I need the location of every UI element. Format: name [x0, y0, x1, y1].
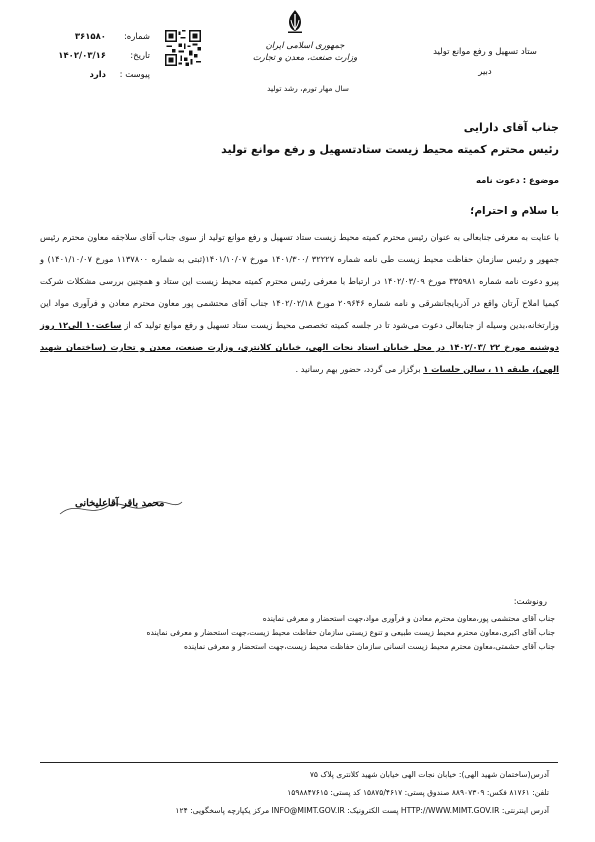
cc-item: جناب آقای اکبری،معاون محترم محیط زیست طبیعی و تنوع زیستی سازمان حفاظت محیط زیست،جهت استحضار و معرفی نماینده	[146, 628, 555, 637]
cc-title: رونوشت:	[513, 597, 547, 607]
meta-date-row	[46, 47, 150, 66]
signatory-name: محمد باقر آقاعلیخانی	[75, 498, 165, 509]
footer	[49, 766, 549, 820]
greeting: با سلام و احترام؛	[470, 205, 559, 217]
attachment-label: پیوست :	[119, 70, 150, 80]
body-paragraph: با عنایت به معرفی جنابعالی به عنوان رئیس محترم کمیته محیط زیست ستاد تسهیل و رفع موانع تولید از سوی جناب آقای سلاجقه معاون محترم رئیس جمهور و رئیس سازمان حفاظت محیط زیست طی نامه شماره ۳۲۲۲۷ /۱۴۰۱/۳۰۰ مورخ ۱۴۰۱/۱۰/۰۷(ثبتی به شماره ۱۱۳۷۸۰۰ مورخ ۱۴۰۱/۱۰/۰۷) و پیرو دعوت نامه شماره ۳۳۵۹۸۱ مورخ ۱۴۰۲/۰۳/۰۹ در ارتباط با معرفی رئیس محترم کمیته محیط زیست این ستاد و همچنین بررسی مشکلات شرکت کیمیا املاح آرتان واقع در آذربایجانشرقی و نامه شماره ۲۰۹۶۴۶ مورخ ۱۴۰۲/۰۲/۱۸ جناب آقای محتشمی پور معاون محترم معادن و فرآوری مواد این وزارتخانه،بدین وسیله از جنابعالی دعوت می‌شود تا در جلسه کمیته تخصصی محیط زیست ستاد تسهیل و رفع موانع تولید که از	[40, 232, 560, 330]
date-value: ۱۴۰۲/۰۳/۱۶	[58, 51, 106, 61]
ministry-block	[250, 40, 360, 64]
footer-address: آدرس(ساختمان شهید الهی): خیابان نجات الهی خیابان شهید کلانتری پلاک ۷۵	[309, 770, 549, 779]
department-role: دبیر	[478, 67, 492, 77]
attachment-value: دارد	[89, 70, 106, 80]
letter-body	[40, 226, 559, 380]
addressee-name: جناب آقای دارایی	[463, 121, 559, 134]
meta-number-row	[46, 28, 150, 47]
footer-web: آدرس اینترنتی: HTTP://WWW.MIMT.GOV.IR پست الکترونیک: INFO@MIMT.GOV.IR مرکز یکپارچه پاسخگویی: ۱۲۴	[175, 806, 549, 815]
meta-attachment-row	[46, 66, 150, 85]
department-block	[415, 42, 555, 82]
department-name: ستاد تسهیل و رفع موانع تولید	[433, 47, 537, 57]
number-value: ۳۶۱۵۸۰	[74, 32, 106, 42]
cc-list	[50, 612, 555, 654]
ministry-line1: جمهوری اسلامی ایران	[265, 41, 345, 51]
year-motto: سال مهار تورم، رشد تولید	[267, 84, 349, 93]
date-label: تاریخ:	[130, 51, 150, 61]
cc-item: جناب آقای محتشمی پور،معاون محترم معادن و فرآوری مواد،جهت استحضار و معرفی نماینده	[262, 614, 555, 623]
footer-contacts: تلفن: ۸۱۷۶۱ فکس: ۸۸۹۰۷۳۰۹ صندوق پستی: ۱۵۸۷۵/۴۶۱۷ کد پستی: ۱۵۹۸۸۴۷۶۱۵	[287, 788, 549, 797]
number-label: شماره:	[123, 32, 150, 42]
ministry-line2: وزارت صنعت، معدن و تجارت	[252, 53, 358, 63]
body-closing: برگزار می گردد، حضور بهم رسانید .	[295, 364, 421, 374]
footer-divider	[40, 762, 558, 763]
addressee-title: رئیس محترم کمیته محیط زیست ستادتسهیل و رفع موانع تولید	[221, 143, 559, 156]
qr-code-icon	[165, 30, 201, 66]
letter-meta	[46, 28, 150, 85]
meeting-details: ساعت۱۰ الی۱۲ روز دوشنبه مورخ ۲۲ /۱۴۰۲/۰۳ در محل خیابان استاد نجات الهی، خیابان کلانتری، وزارت صنعت، معدن و تجارت (ساختمان شهید الهی)، طبقه ۱۱ ، سالن جلسات ۱	[40, 320, 559, 374]
cc-item: جناب آقای حشمتی،معاون محترم محیط زیست انسانی سازمان حفاظت محیط زیست،جهت استحضار و معرفی نماینده	[183, 642, 555, 651]
subject-line: موضوع : دعوت نامه	[475, 176, 559, 186]
iran-emblem-icon	[284, 8, 306, 34]
